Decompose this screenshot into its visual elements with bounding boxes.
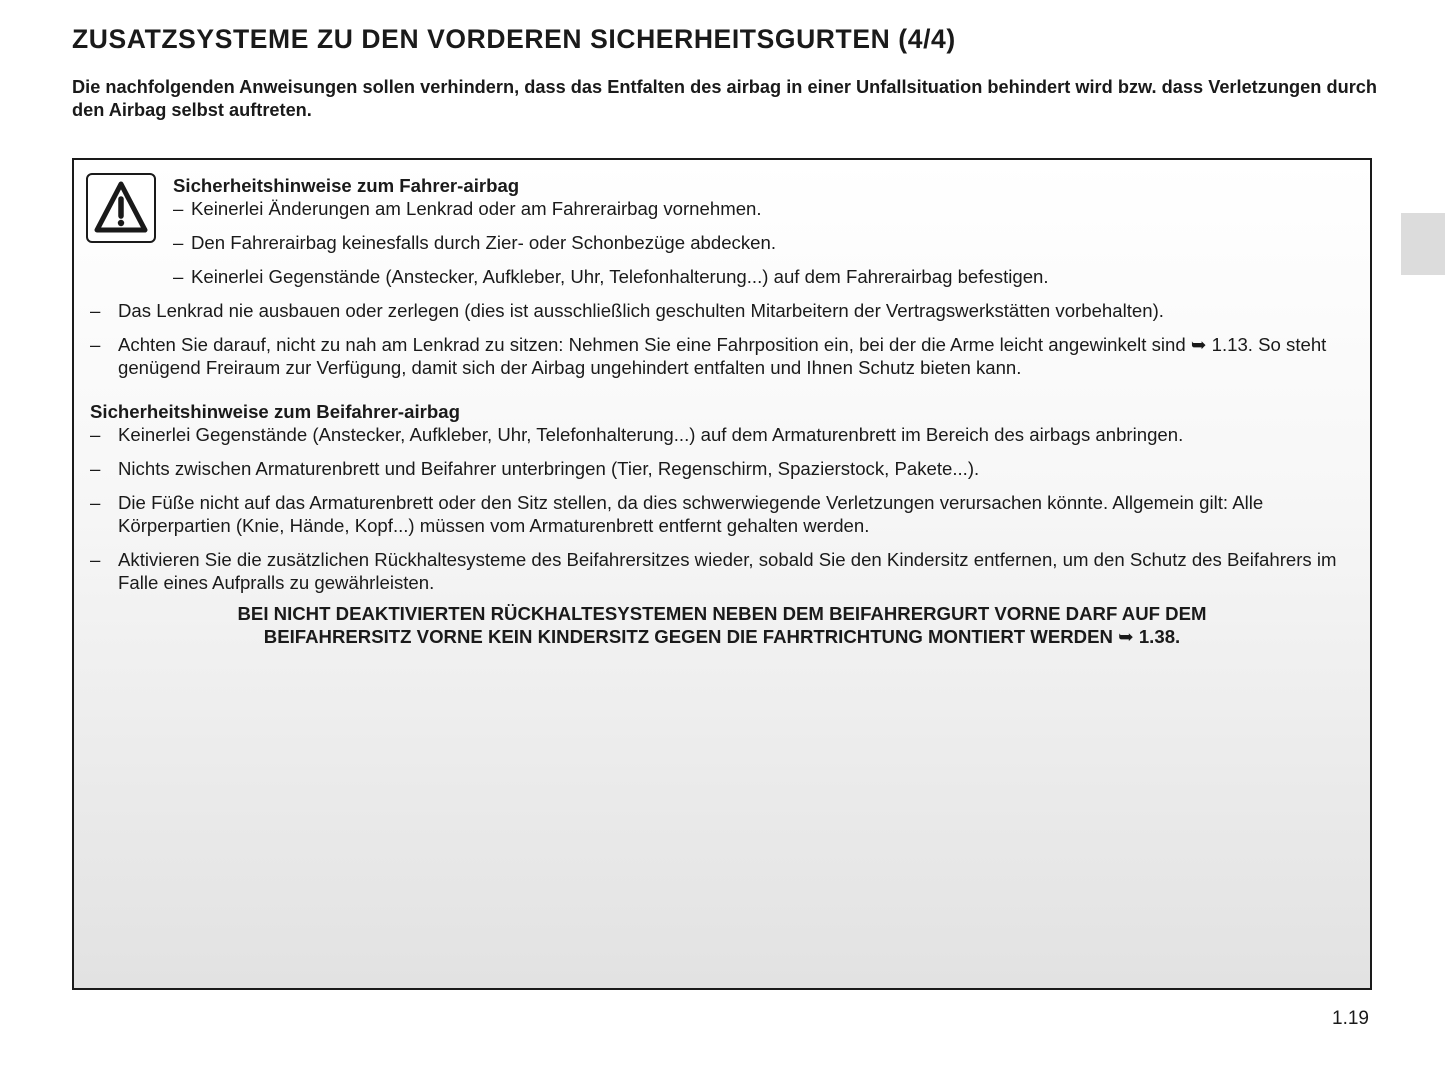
page-title: ZUSATZSYSTEME ZU DEN VORDEREN SICHERHEITSGURTEN (4/4) <box>72 24 956 54</box>
dash: – <box>90 334 101 355</box>
dash: – <box>90 549 101 570</box>
page-number: 1.19 <box>1332 1008 1369 1029</box>
notice-line-2: BEIFAHRERSITZ VORNE KEIN KINDERSITZ GEGEN DIE FAHRTRICHTUNG MONTIERT WERDEN ➥ 1.38. <box>263 626 1181 647</box>
intro-paragraph: Die nachfolgenden Anweisungen sollen verhindern, dass das Entfalten des airbag in einer Unfallsituation behindert wird bzw. dass Verletzungen durch den Airbag selbst auftreten. <box>72 77 1377 120</box>
passenger-item-3: – Die Füße nicht auf das Armaturenbrett oder den Sitz stellen, da dies schwerwiegende Verletzungen verursachen könnte. Allgemein gilt: Alle Körperpartien (Knie, Hände, Kopf...) müssen vom Armaturenbrett entfernt gehalten werden. <box>90 492 1264 536</box>
warning-triangle-icon <box>86 173 156 243</box>
passenger-item-1: – Keinerlei Gegenstände (Anstecker, Aufkleber, Uhr, Telefonhalterung...) auf dem Armaturenbrett im Bereich des airbags anbringen. <box>90 424 1184 445</box>
dash: – <box>90 300 101 321</box>
driver-item-2: – Den Fahrerairbag keinesfalls durch Zier- oder Schonbezüge abdecken. <box>173 232 777 253</box>
dash: – <box>173 198 184 219</box>
passenger-item-2: – Nichts zwischen Armaturenbrett und Beifahrer unterbringen (Tier, Regenschirm, Spazierstock, Pakete...). <box>90 458 980 479</box>
dash: – <box>90 424 101 445</box>
driver-item-1: – Keinerlei Änderungen am Lenkrad oder am Fahrerairbag vornehmen. <box>173 198 762 219</box>
driver-airbag-heading: Sicherheitshinweise zum Fahrer-airbag <box>173 175 520 196</box>
driver-item-4: – Das Lenkrad nie ausbauen oder zerlegen (dies ist ausschließlich geschulten Mitarbeitern der Vertragswerkstätten vorbehalten). <box>90 300 1164 321</box>
warning-box <box>72 158 1372 990</box>
passenger-item-4: – Aktivieren Sie die zusätzlichen Rückhaltesysteme des Beifahrersitzes wieder, sobald Sie den Kindersitz entfernen, um den Schutz des Beifahrers im Falle eines Aufpralls zu gewährleisten. <box>90 549 1337 593</box>
dash: – <box>173 232 184 253</box>
notice-line-1: BEI NICHT DEAKTIVIERTEN RÜCKHALTESYSTEMEN NEBEN DEM BEIFAHRERGURT VORNE DARF AUF DEM <box>237 603 1207 624</box>
dash: – <box>90 492 101 513</box>
dash: – <box>90 458 101 479</box>
driver-item-3: – Keinerlei Gegenstände (Anstecker, Aufkleber, Uhr, Telefonhalterung...) auf dem Fahrerairbag befestigen. <box>173 266 1049 287</box>
driver-item-5: – Achten Sie darauf, nicht zu nah am Lenkrad zu sitzen: Nehmen Sie eine Fahrposition ein, bei der die Arme leicht angewinkelt sind ➥ 1.13. So steht genügend Freiraum zur Verfügung, damit sich der Airbag ungehindert entfalten und Ihnen Schutz bieten kann. <box>90 334 1327 378</box>
chapter-tab-marker <box>1401 213 1445 275</box>
passenger-airbag-heading: Sicherheitshinweise zum Beifahrer-airbag <box>90 401 460 422</box>
child-seat-notice <box>74 602 1370 648</box>
dash: – <box>173 266 184 287</box>
